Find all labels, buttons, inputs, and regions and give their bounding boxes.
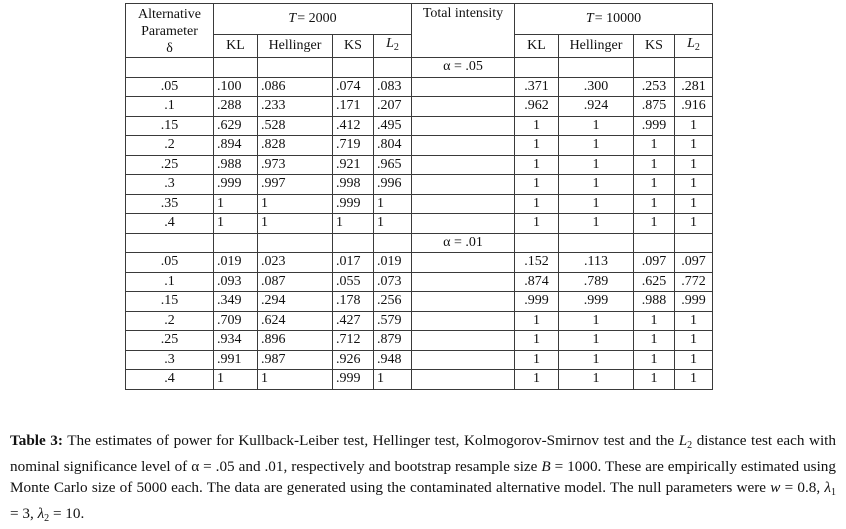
table-row [126, 175, 713, 195]
value-cell: 1 [374, 370, 412, 390]
value-cell: 1 [333, 214, 374, 234]
alpha-label: α = .01 [412, 233, 515, 253]
value-cell: .712 [333, 331, 374, 351]
value-cell: .973 [258, 155, 333, 175]
param-cell: .15 [126, 116, 214, 136]
param-cell: .1 [126, 97, 214, 117]
param-header [126, 4, 214, 58]
value-cell: .625 [634, 272, 675, 292]
value-cell: 1 [258, 214, 333, 234]
value-cell: .997 [258, 175, 333, 195]
value-cell: .629 [214, 116, 258, 136]
value-cell: .804 [374, 136, 412, 156]
table-body [126, 58, 713, 390]
table-row [126, 292, 713, 312]
table-row [126, 155, 713, 175]
param-cell: .25 [126, 155, 214, 175]
value-cell: .998 [333, 175, 374, 195]
value-cell: .999 [515, 292, 559, 312]
value-cell: 1 [675, 350, 713, 370]
value-cell: .074 [333, 77, 374, 97]
table-row [126, 116, 713, 136]
value-cell: .300 [559, 77, 634, 97]
t-value: = 10000 [594, 10, 642, 26]
col-header-hellinger: Hellinger [258, 34, 333, 58]
value-cell: 1 [214, 370, 258, 390]
value-cell: 1 [675, 116, 713, 136]
value-cell: .100 [214, 77, 258, 97]
total-intensity-header: Total intensity [412, 4, 515, 58]
col-header-kl: KL [515, 34, 559, 58]
value-cell: .288 [214, 97, 258, 117]
param-cell: .4 [126, 214, 214, 234]
value-cell: .999 [559, 292, 634, 312]
value-cell: .579 [374, 311, 412, 331]
value-cell: .019 [214, 253, 258, 273]
group-header-t2000 [214, 4, 412, 35]
param-cell: .4 [126, 370, 214, 390]
value-cell: .624 [258, 311, 333, 331]
value-cell: 1 [675, 331, 713, 351]
value-cell: .281 [675, 77, 713, 97]
col-header-ks: KS [333, 34, 374, 58]
table-row [126, 311, 713, 331]
value-cell: 1 [634, 350, 675, 370]
empty-cell [126, 58, 214, 78]
empty-cell [126, 233, 214, 253]
value-cell: .709 [214, 311, 258, 331]
value-cell: .965 [374, 155, 412, 175]
table-row [126, 253, 713, 273]
param-cell: .3 [126, 175, 214, 195]
empty-cell [412, 194, 515, 214]
value-cell: 1 [559, 155, 634, 175]
t-label: T [585, 10, 594, 26]
value-cell: 1 [675, 136, 713, 156]
param-cell: .2 [126, 311, 214, 331]
value-cell: .926 [333, 350, 374, 370]
value-cell: 1 [214, 194, 258, 214]
value-cell: 1 [515, 311, 559, 331]
value-cell: .999 [214, 175, 258, 195]
value-cell: 1 [515, 214, 559, 234]
value-cell: .097 [634, 253, 675, 273]
table-row [126, 77, 713, 97]
value-cell: 1 [258, 370, 333, 390]
table-caption: Table 3: The estimates of power for Kullback-Leiber test, Hellinger test, Kolmogorov-Smirnov test and the $L_2$ distance test each with nominal significance level of α = .05 and .01, respectively and bootstrap resample size B = 1000. These are empirically estimated using Monte Carlo size of 5000 each. The data are generated using the contaminated alternative model. The null parameters were w = 0.8, $\lambda_1 = 3$, $\lambda_2 = 10$. [10, 432, 836, 524]
empty-cell [559, 233, 634, 253]
value-cell: .924 [559, 97, 634, 117]
param-cell: .05 [126, 253, 214, 273]
value-cell: 1 [559, 370, 634, 390]
empty-cell [258, 233, 333, 253]
value-cell: 1 [559, 350, 634, 370]
table-row [126, 214, 713, 234]
caption-label: Table 3: [10, 432, 63, 449]
table-row [126, 370, 713, 390]
value-cell: .349 [214, 292, 258, 312]
value-cell: 1 [515, 116, 559, 136]
value-cell: .087 [258, 272, 333, 292]
value-cell: .427 [333, 311, 374, 331]
empty-cell [634, 233, 675, 253]
empty-cell [515, 233, 559, 253]
value-cell: .073 [374, 272, 412, 292]
value-cell: .294 [258, 292, 333, 312]
value-cell: .879 [374, 331, 412, 351]
value-cell: .113 [559, 253, 634, 273]
empty-cell [675, 233, 713, 253]
value-cell: 1 [559, 194, 634, 214]
value-cell: 1 [258, 194, 333, 214]
value-cell: .948 [374, 350, 412, 370]
empty-cell [412, 370, 515, 390]
empty-cell [412, 97, 515, 117]
empty-cell [214, 58, 258, 78]
empty-cell [412, 175, 515, 195]
value-cell: 1 [634, 370, 675, 390]
param-label-line1: Alternative [138, 7, 201, 22]
table-row [126, 97, 713, 117]
t-value: = 2000 [297, 10, 337, 26]
value-cell: 1 [634, 175, 675, 195]
value-cell: .894 [214, 136, 258, 156]
col-header-l2: $L_2$ [675, 34, 713, 58]
value-cell: 1 [515, 370, 559, 390]
value-cell: 1 [634, 194, 675, 214]
value-cell: 1 [559, 136, 634, 156]
value-cell: .083 [374, 77, 412, 97]
param-cell: .05 [126, 77, 214, 97]
value-cell: .495 [374, 116, 412, 136]
value-cell: 1 [675, 175, 713, 195]
value-cell: .896 [258, 331, 333, 351]
empty-cell [412, 311, 515, 331]
empty-cell [412, 155, 515, 175]
empty-cell [412, 77, 515, 97]
empty-cell [374, 58, 412, 78]
value-cell: 1 [515, 350, 559, 370]
value-cell: .988 [634, 292, 675, 312]
empty-cell [412, 253, 515, 273]
empty-cell [412, 350, 515, 370]
empty-cell [412, 272, 515, 292]
col-header-hellinger: Hellinger [559, 34, 634, 58]
value-cell: .253 [634, 77, 675, 97]
value-cell: 1 [515, 136, 559, 156]
value-cell: 1 [634, 155, 675, 175]
value-cell: .055 [333, 272, 374, 292]
value-cell: 1 [374, 214, 412, 234]
table-row [126, 350, 713, 370]
value-cell: .207 [374, 97, 412, 117]
value-cell: .916 [675, 97, 713, 117]
value-cell: .934 [214, 331, 258, 351]
empty-cell [559, 58, 634, 78]
table-row [126, 136, 713, 156]
value-cell: 1 [515, 175, 559, 195]
param-cell: .15 [126, 292, 214, 312]
value-cell: .023 [258, 253, 333, 273]
empty-cell [412, 331, 515, 351]
value-cell: .178 [333, 292, 374, 312]
value-cell: .528 [258, 116, 333, 136]
value-cell: .789 [559, 272, 634, 292]
value-cell: .991 [214, 350, 258, 370]
value-cell: 1 [515, 194, 559, 214]
power-table [125, 3, 713, 390]
value-cell: 1 [675, 194, 713, 214]
value-cell: 1 [559, 311, 634, 331]
value-cell: .988 [214, 155, 258, 175]
alpha-section-row [126, 58, 713, 78]
value-cell: .097 [675, 253, 713, 273]
value-cell: 1 [559, 175, 634, 195]
value-cell: .086 [258, 77, 333, 97]
value-cell: .962 [515, 97, 559, 117]
value-cell: .999 [333, 194, 374, 214]
param-cell: .1 [126, 272, 214, 292]
value-cell: 1 [675, 155, 713, 175]
value-cell: .152 [515, 253, 559, 273]
value-cell: .256 [374, 292, 412, 312]
empty-cell [214, 233, 258, 253]
value-cell: 1 [559, 331, 634, 351]
value-cell: .233 [258, 97, 333, 117]
value-cell: 1 [559, 214, 634, 234]
col-header-ks: KS [634, 34, 675, 58]
value-cell: .999 [333, 370, 374, 390]
value-cell: .874 [515, 272, 559, 292]
empty-cell [412, 116, 515, 136]
table-row [126, 194, 713, 214]
empty-cell [412, 292, 515, 312]
value-cell: 1 [675, 311, 713, 331]
value-cell: .875 [634, 97, 675, 117]
empty-cell [333, 233, 374, 253]
empty-cell [333, 58, 374, 78]
table-row [126, 272, 713, 292]
col-header-kl: KL [214, 34, 258, 58]
value-cell: .999 [634, 116, 675, 136]
group-header-t10000 [515, 4, 713, 35]
value-cell: .093 [214, 272, 258, 292]
value-cell: 1 [634, 214, 675, 234]
value-cell: 1 [675, 214, 713, 234]
t-label: T [288, 10, 297, 26]
value-cell: .719 [333, 136, 374, 156]
value-cell: .996 [374, 175, 412, 195]
value-cell: .987 [258, 350, 333, 370]
value-cell: .921 [333, 155, 374, 175]
value-cell: 1 [634, 311, 675, 331]
value-cell: .412 [333, 116, 374, 136]
value-cell: 1 [675, 370, 713, 390]
value-cell: 1 [515, 331, 559, 351]
param-label-symbol: δ [166, 41, 173, 56]
table-row [126, 331, 713, 351]
value-cell: .017 [333, 253, 374, 273]
alpha-label: α = .05 [412, 58, 515, 78]
param-cell: .3 [126, 350, 214, 370]
empty-cell [515, 58, 559, 78]
value-cell: .772 [675, 272, 713, 292]
empty-cell [412, 136, 515, 156]
value-cell: .171 [333, 97, 374, 117]
param-cell: .2 [126, 136, 214, 156]
value-cell: .371 [515, 77, 559, 97]
empty-cell [374, 233, 412, 253]
col-header-l2: $L_2$ [374, 34, 412, 58]
empty-cell [634, 58, 675, 78]
param-label-line2: Parameter [141, 24, 198, 39]
param-cell: .25 [126, 331, 214, 351]
value-cell: 1 [634, 331, 675, 351]
param-cell: .35 [126, 194, 214, 214]
empty-cell [412, 214, 515, 234]
value-cell: 1 [374, 194, 412, 214]
value-cell: 1 [515, 155, 559, 175]
empty-cell [258, 58, 333, 78]
value-cell: 1 [634, 136, 675, 156]
value-cell: 1 [559, 116, 634, 136]
value-cell: .999 [675, 292, 713, 312]
value-cell: 1 [214, 214, 258, 234]
empty-cell [675, 58, 713, 78]
value-cell: .828 [258, 136, 333, 156]
value-cell: .019 [374, 253, 412, 273]
alpha-section-row [126, 233, 713, 253]
